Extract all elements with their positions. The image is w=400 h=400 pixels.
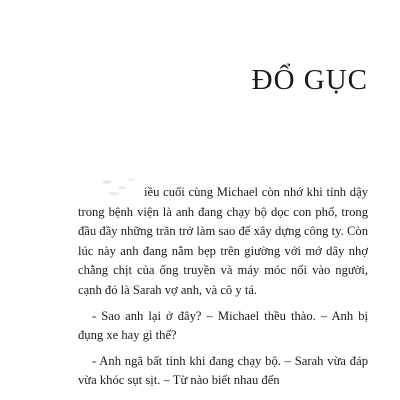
paragraph-dialogue-michael: - Sao anh lại ở đây? – Michael thều thào. – Anh bị đụng xe hay gì thế? (78, 308, 368, 343)
chapter-body (78, 183, 368, 397)
paragraph-dialogue-sarah: - Anh ngã bất tỉnh khi đang chạy bộ. – Sarah vừa đáp vừa khóc sụt sịt. – Từ nào biết nhau đến (78, 353, 368, 388)
chapter-title: ĐỔ GỤC (251, 64, 368, 96)
paragraph-opening: iều cuối cùng Michael còn nhớ khi tỉnh dậy trong bệnh viện là anh đang chạy bộ dọc con phố, trong đầu đầy những trăn trở làm sao để xây dựng công ty. Còn lúc này anh đang nằm bẹp trên giường với mớ dây nhợ chằng chịt của ống truyền và máy móc nối vào người, cạnh đó là Sarah vợ anh, và cô y tá. (78, 185, 368, 297)
